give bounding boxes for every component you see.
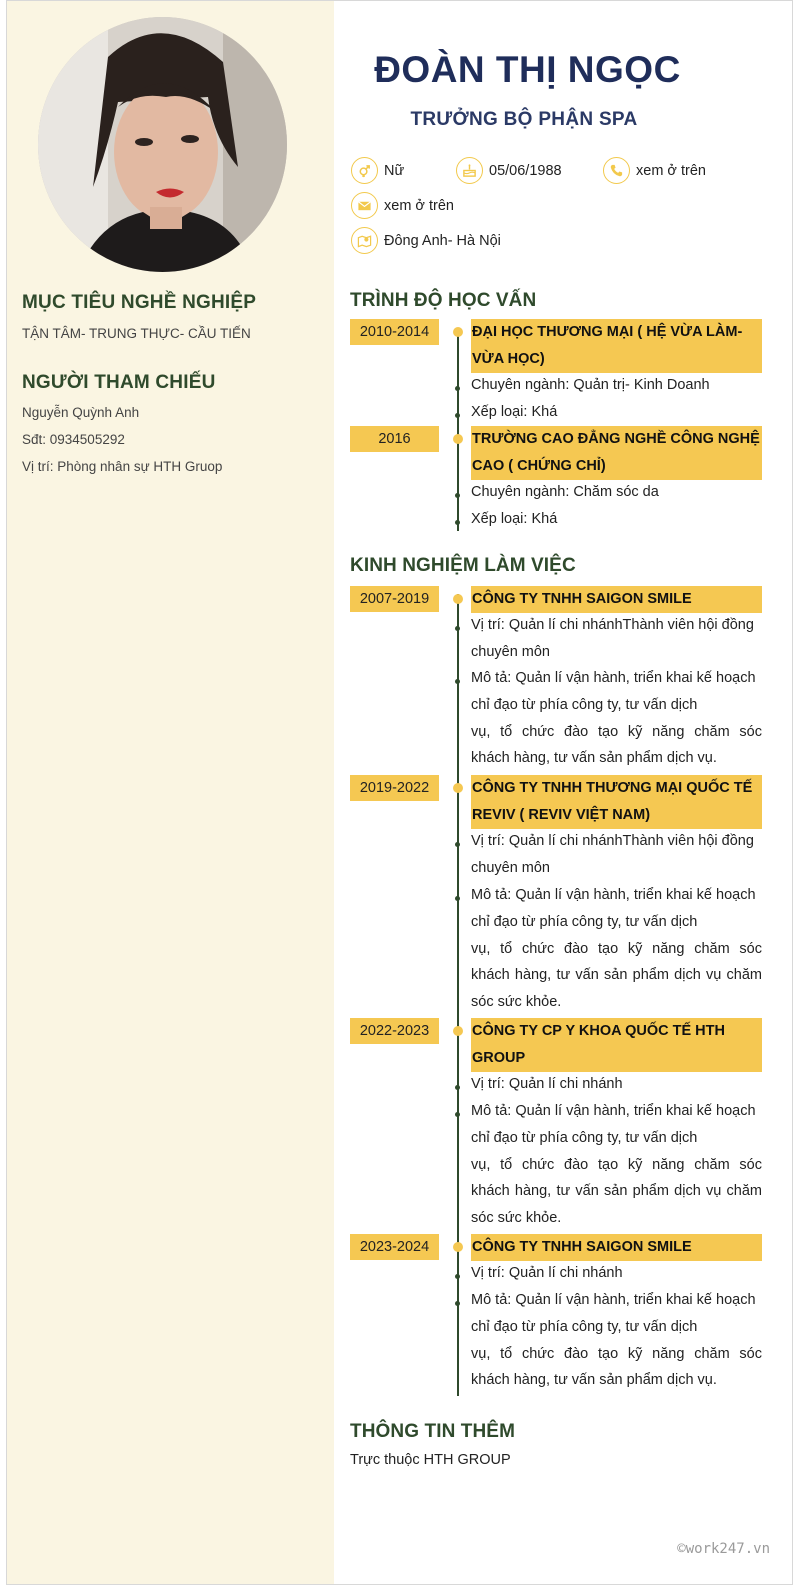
timeline-dot xyxy=(453,327,463,337)
experience-description-line: Mô tả: Quản lí vận hành, triển khai kế hoạch xyxy=(471,887,756,903)
timeline-dot xyxy=(453,1242,463,1252)
phone-value: xem ở trên xyxy=(636,162,706,179)
experience-company xyxy=(471,1234,762,1261)
experience-description-line: sóc sức khỏe. xyxy=(471,1210,562,1227)
phone-info xyxy=(603,157,706,184)
timeline-bullet xyxy=(455,1112,460,1117)
timeline-bullet xyxy=(455,679,460,684)
experience-description-line: chỉ đạo từ phía công ty, tư vấn dịch xyxy=(471,913,698,930)
experience-year: 2023-2024 xyxy=(350,1234,439,1260)
education-school-line: VỪA HỌC) xyxy=(472,350,545,367)
experience-company-line: REVIV ( REVIV VIỆT NAM) xyxy=(472,806,651,823)
extra-info-text: Trực thuộc HTH GROUP xyxy=(350,1452,511,1468)
experience-description-line: khách hàng, tư vấn sản phẩm dịch vụ chăm xyxy=(471,967,762,984)
timeline-dot xyxy=(453,434,463,444)
sidebar xyxy=(7,1,334,1584)
map-pin-icon xyxy=(351,227,378,254)
education-grade: Xếp loại: Khá xyxy=(471,511,558,527)
experience-company xyxy=(471,775,762,829)
profile-photo xyxy=(38,17,287,272)
birthday-value: 05/06/1988 xyxy=(489,162,562,179)
experience-company xyxy=(471,586,762,613)
address-value: Đông Anh- Hà Nội xyxy=(384,232,501,249)
education-school xyxy=(471,426,762,480)
experience-description xyxy=(471,1287,762,1394)
experience-company-line: CÔNG TY TNHH SAIGON SMILE xyxy=(472,591,692,607)
experience-position xyxy=(471,1260,762,1287)
experience-description-line: vụ, tổ chức đào tạo kỹ năng chăm sóc xyxy=(471,940,762,957)
timeline-bullet xyxy=(455,1274,460,1279)
experience-description-line: Mô tả: Quản lí vận hành, triển khai kế hoạch xyxy=(471,1103,756,1119)
education-school-line: CAO ( CHỨNG CHỈ) xyxy=(472,457,606,474)
education-year: 2010-2014 xyxy=(350,319,439,345)
experience-description-line: vụ, tổ chức đào tạo kỹ năng chăm sóc xyxy=(471,1156,762,1173)
experience-position xyxy=(471,1071,762,1098)
address-info xyxy=(351,227,501,254)
experience-description-line: khách hàng, tư vấn sản phẩm dịch vụ. xyxy=(471,1372,717,1389)
education-major: Chuyên ngành: Quản trị- Kinh Doanh xyxy=(471,377,710,393)
reference-position: Vị trí: Phòng nhân sự HTH Gruop xyxy=(22,459,223,474)
experience-company-line: GROUP xyxy=(472,1049,526,1066)
experience-year: 2022-2023 xyxy=(350,1018,439,1044)
experience-position-line: Vị trí: Quản lí chi nhánh xyxy=(471,1076,623,1092)
experience-description-line: khách hàng, tư vấn sản phẩm dịch vụ chăm xyxy=(471,1183,762,1200)
experience-description-line: chỉ đạo từ phía công ty, tư vấn dịch xyxy=(471,696,698,713)
email-info xyxy=(351,192,454,219)
timeline-bullet xyxy=(455,1085,460,1090)
experience-description-line: chỉ đạo từ phía công ty, tư vấn dịch xyxy=(471,1129,698,1146)
experience-company-line: CÔNG TY TNHH THƯƠNG MẠI QUỐC TẾ xyxy=(472,780,753,796)
experience-year: 2007-2019 xyxy=(350,586,439,612)
timeline-dot xyxy=(453,594,463,604)
experience-position xyxy=(471,828,762,882)
phone-icon xyxy=(603,157,630,184)
experience-position-line: Vị trí: Quản lí chi nhánh xyxy=(471,1265,623,1281)
timeline-bullet xyxy=(455,842,460,847)
experience-position xyxy=(471,612,762,666)
experience-description xyxy=(471,665,762,772)
experience-position-line: chuyên môn xyxy=(471,859,550,876)
education-school-line: TRƯỜNG CAO ĐẲNG NGHỀ CÔNG NGHỆ xyxy=(472,431,760,447)
experience-heading: KINH NGHIỆM LÀM VIỆC xyxy=(350,555,576,576)
experience-company xyxy=(471,1018,762,1072)
timeline-bullet xyxy=(455,493,460,498)
experience-description-line: khách hàng, tư vấn sản phẩm dịch vụ. xyxy=(471,750,717,767)
education-heading: TRÌNH ĐỘ HỌC VẤN xyxy=(350,290,537,311)
cake-icon xyxy=(456,157,483,184)
timeline-bullet xyxy=(455,520,460,525)
timeline-bullet xyxy=(455,626,460,631)
education-school xyxy=(471,319,762,373)
experience-year: 2019-2022 xyxy=(350,775,439,801)
education-major: Chuyên ngành: Chăm sóc da xyxy=(471,484,659,500)
gender-icon xyxy=(351,157,378,184)
mail-icon xyxy=(351,192,378,219)
experience-company-line: CÔNG TY TNHH SAIGON SMILE xyxy=(472,1239,692,1255)
experience-position-line: Vị trí: Quản lí chi nhánhThành viên hội đồng xyxy=(471,833,754,849)
objective-text: TẬN TÂM- TRUNG THỰC- CẦU TIẾN xyxy=(22,326,251,341)
candidate-name: ĐOÀN THỊ NGỌC xyxy=(374,49,681,90)
experience-position-line: chuyên môn xyxy=(471,643,550,660)
experience-description-line: Mô tả: Quản lí vận hành, triển khai kế hoạch xyxy=(471,1292,756,1308)
objective-heading: MỤC TIÊU NGHỀ NGHIỆP xyxy=(22,292,257,313)
gender-info xyxy=(351,157,404,184)
timeline-bullet xyxy=(455,896,460,901)
experience-position-line: Vị trí: Quản lí chi nhánhThành viên hội đồng xyxy=(471,617,754,633)
education-grade: Xếp loại: Khá xyxy=(471,404,558,420)
timeline-bullet xyxy=(455,1301,460,1306)
education-school-line: ĐẠI HỌC THƯƠNG MẠI ( HỆ VỪA LÀM- xyxy=(472,324,743,340)
reference-name: Nguyễn Quỳnh Anh xyxy=(22,405,140,420)
email-value: xem ở trên xyxy=(384,197,454,214)
timeline-bullet xyxy=(455,413,460,418)
reference-phone: Sđt: 0934505292 xyxy=(22,432,125,447)
experience-description-line: vụ, tổ chức đào tạo kỹ năng chăm sóc xyxy=(471,723,762,740)
experience-description-line: chỉ đạo từ phía công ty, tư vấn dịch xyxy=(471,1318,698,1335)
timeline-dot xyxy=(453,1026,463,1036)
extra-info-heading: THÔNG TIN THÊM xyxy=(350,1421,515,1442)
main-content xyxy=(334,1,792,1584)
candidate-title: TRƯỞNG BỘ PHẬN SPA xyxy=(410,109,638,130)
timeline-dot xyxy=(453,783,463,793)
timeline-bullet xyxy=(455,386,460,391)
reference-heading: NGƯỜI THAM CHIẾU xyxy=(22,372,216,393)
experience-description-line: Mô tả: Quản lí vận hành, triển khai kế hoạch xyxy=(471,670,756,686)
education-year: 2016 xyxy=(350,426,439,452)
experience-description xyxy=(471,1098,762,1232)
experience-description-line: vụ, tổ chức đào tạo kỹ năng chăm sóc xyxy=(471,1345,762,1362)
experience-company-line: CÔNG TY CP Y KHOA QUỐC TẾ HTH xyxy=(472,1023,725,1039)
education-timeline-line xyxy=(457,328,459,531)
watermark: ©work247.vn xyxy=(677,1541,770,1557)
birthday-info xyxy=(456,157,562,184)
experience-description-line: sóc sức khỏe. xyxy=(471,994,562,1011)
cv-page xyxy=(6,0,793,1585)
gender-value: Nữ xyxy=(384,162,405,179)
experience-description xyxy=(471,882,762,1016)
